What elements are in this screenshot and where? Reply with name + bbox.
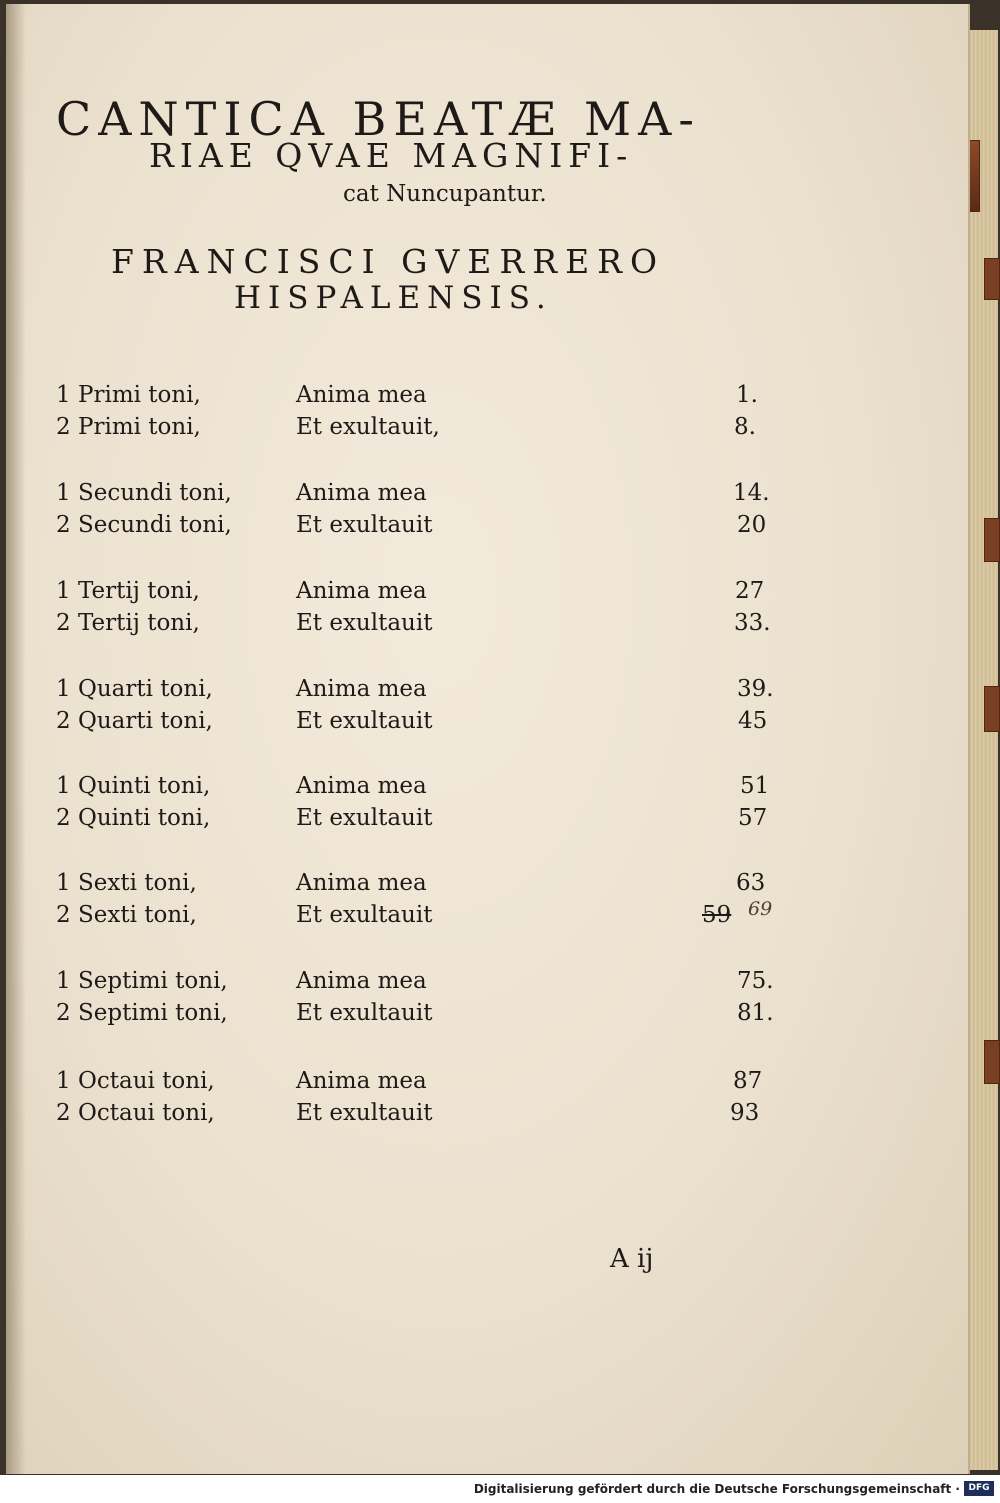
entry-number: 2: [56, 414, 71, 440]
entry-page: 1.: [736, 382, 758, 408]
entry-page: 45: [738, 708, 768, 734]
entry-incipit: Anima mea: [296, 480, 427, 506]
entry-page: 20: [737, 512, 767, 538]
entry-page: 75.: [737, 968, 774, 994]
entry-tone: Sexti toni,: [78, 902, 197, 928]
contents-entry: [56, 414, 936, 444]
entry-tone: Quarti toni,: [78, 676, 213, 702]
contents-entry: [56, 1000, 936, 1030]
title-line-3: cat Nuncupantur.: [343, 181, 547, 207]
author-line-2: HISPALENSIS.: [234, 280, 553, 316]
contents-entry: [56, 870, 936, 900]
signature-mark: A ij: [610, 1244, 654, 1274]
entry-tone: Tertij toni,: [78, 578, 200, 604]
author-line-1: FRANCISCI GVERRERO: [111, 242, 666, 281]
entry-tone: Secundi toni,: [78, 480, 232, 506]
entry-page: 93: [730, 1100, 760, 1126]
leather-tab: [984, 518, 1000, 562]
entry-tone: Quinti toni,: [78, 805, 211, 831]
contents-entry: [56, 773, 936, 803]
entry-incipit: Et exultauit: [296, 805, 433, 831]
contents-entry: [56, 512, 936, 542]
entry-page: 14.: [733, 480, 770, 506]
entry-tone: Octaui toni,: [78, 1068, 215, 1094]
contents-entry: [56, 578, 936, 608]
contents-entry: [56, 1068, 936, 1098]
entry-incipit: Anima mea: [296, 578, 427, 604]
entry-page: 33.: [734, 610, 771, 636]
entry-incipit: Anima mea: [296, 870, 427, 896]
entry-tone: Secundi toni,: [78, 512, 232, 538]
entry-incipit: Et exultauit: [296, 1100, 433, 1126]
entry-number: 1: [56, 382, 71, 408]
book-page: [6, 4, 970, 1474]
entry-number: 1: [56, 773, 71, 799]
title-line-1: CANTICA BEATÆ MA-: [56, 92, 701, 146]
entry-incipit: Et exultauit,: [296, 414, 440, 440]
entry-incipit: Et exultauit: [296, 902, 433, 928]
leather-tab: [984, 1040, 1000, 1084]
entry-number: 1: [56, 968, 71, 994]
dfg-logo: DFG: [964, 1481, 994, 1496]
digitization-footer: [0, 1475, 1000, 1503]
entry-page: 39.: [737, 676, 774, 702]
contents-entry: [56, 480, 936, 510]
entry-page: 8.: [734, 414, 756, 440]
entry-incipit: Et exultauit: [296, 512, 433, 538]
leather-tab: [984, 686, 1000, 732]
entry-page: 81.: [737, 1000, 774, 1026]
entry-incipit: Anima mea: [296, 676, 427, 702]
entry-page: 87: [733, 1068, 763, 1094]
page-edge: [968, 30, 998, 1470]
entry-tone: Quarti toni,: [78, 708, 213, 734]
contents-entry: [56, 805, 936, 835]
entry-page: 63: [736, 870, 766, 896]
contents-entry: [56, 968, 936, 998]
entry-tone: Primi toni,: [78, 382, 201, 408]
contents-entry: [56, 676, 936, 706]
entry-incipit: Et exultauit: [296, 610, 433, 636]
entry-incipit: Anima mea: [296, 773, 427, 799]
entry-page: 27: [735, 578, 765, 604]
entry-number: 2: [56, 805, 71, 831]
entry-tone: Septimi toni,: [78, 1000, 228, 1026]
entry-number: 1: [56, 480, 71, 506]
contents-entry: [56, 382, 936, 412]
entry-tone: Octaui toni,: [78, 1100, 215, 1126]
contents-entry: [56, 1100, 936, 1130]
title-line-2: RIAE QVAE MAGNIFI-: [149, 136, 634, 175]
entry-incipit: Et exultauit: [296, 708, 433, 734]
footer-text: Digitalisierung gefördert durch die Deutsche Forschungsgemeinschaft ·: [473, 1482, 960, 1496]
entry-number: 2: [56, 1000, 71, 1026]
entry-number: 2: [56, 512, 71, 538]
entry-incipit: Anima mea: [296, 382, 427, 408]
entry-number: 1: [56, 676, 71, 702]
contents-entry: [56, 610, 936, 640]
entry-incipit: Et exultauit: [296, 1000, 433, 1026]
leather-tab: [984, 258, 1000, 300]
handwritten-page-correction: 69: [748, 898, 773, 920]
entry-incipit: Anima mea: [296, 968, 427, 994]
entry-tone: Tertij toni,: [78, 610, 200, 636]
entry-tone: Sexti toni,: [78, 870, 197, 896]
entry-tone: Primi toni,: [78, 414, 201, 440]
entry-tone: Quinti toni,: [78, 773, 211, 799]
entry-number: 1: [56, 870, 71, 896]
entry-number: 2: [56, 1100, 71, 1126]
contents-entry: [56, 708, 936, 738]
contents-entry: [56, 898, 936, 932]
entry-number: 2: [56, 610, 71, 636]
entry-incipit: Anima mea: [296, 1068, 427, 1094]
entry-number: 2: [56, 708, 71, 734]
entry-page: 57: [738, 805, 768, 831]
entry-number: 2: [56, 902, 71, 928]
entry-tone: Septimi toni,: [78, 968, 228, 994]
entry-number: 1: [56, 1068, 71, 1094]
entry-page: 51: [740, 773, 770, 799]
entry-number: 1: [56, 578, 71, 604]
entry-page: 59: [702, 902, 732, 928]
